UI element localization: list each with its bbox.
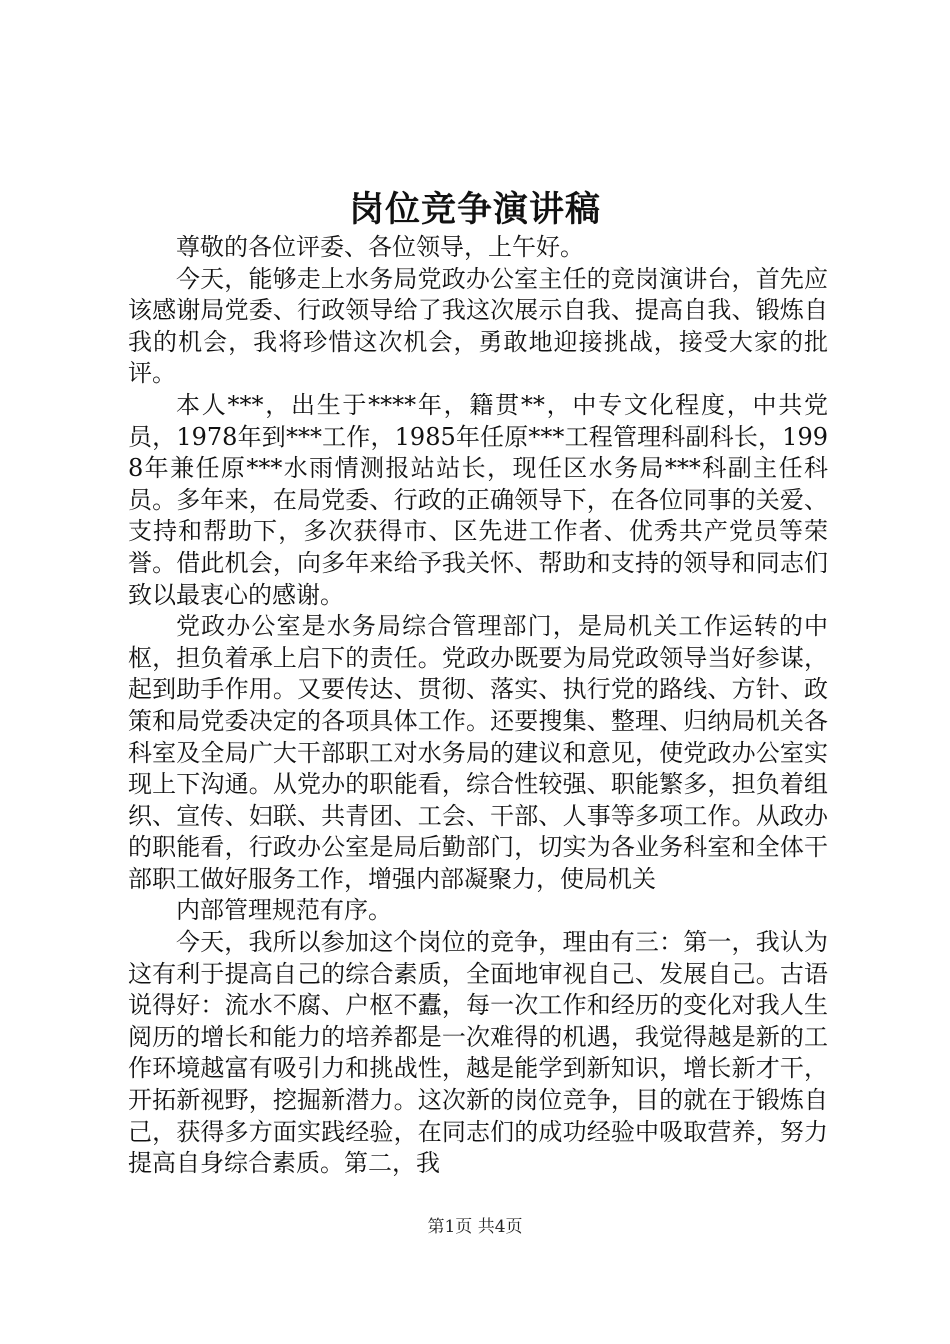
document-body	[128, 232, 828, 1180]
paragraph-opening: 今天，能够走上水务局党政办公室主任的竞岗演讲台，首先应该感谢局党委、行政领导给了我这次展示自我、提高自我、锻炼自我的机会，我将珍惜这次机会，勇敢地迎接挑战，接受大家的批评。	[128, 264, 828, 388]
page-number-footer: 第1页 共4页	[427, 1217, 523, 1237]
document-title: 岗位竞争演讲稿	[348, 189, 601, 230]
paragraph-reasons: 今天，我所以参加这个岗位的竞争，理由有三：第一，我认为这有利于提高自己的综合素质，全面地审视自己、发展自己。古语说得好：流水不腐、户枢不蠹，每一次工作和经历的变化对我人生阅历的增长和能力的培养都是一次难得的机遇，我觉得越是新的工作环境越富有吸引力和挑战性，越是能学到新知识，增长新才干，开拓新视野，挖掘新潜力。这次新的岗位竞争，目的就在于锻炼自己，获得多方面实践经验，在同志们的成功经验中吸取营养，努力提高自身综合素质。第二，我	[128, 928, 828, 1178]
paragraph-office-duties-end: 内部管理规范有序。	[176, 896, 392, 925]
paragraph-self-intro: 本人***，出生于****年，籍贯**，中专文化程度，中共党员，1978年到***工作，1985年任原***工程管理科副科长，1998年兼任原***水雨情测报站站长，现任区水务局***科副主任科员。多年来，在局党委、行政的正确领导下，在各位同事的关爱、支持和帮助下，多次获得市、区先进工作者、优秀共产党员等荣誉。借此机会，向多年来给予我关怀、帮助和支持的领导和同志们致以最衷心的感谢。	[128, 390, 828, 609]
paragraph-greeting: 尊敬的各位评委、各位领导，上午好。	[176, 233, 584, 261]
paragraph-office-duties: 党政办公室是水务局综合管理部门，是局机关工作运转的中枢，担负着承上启下的责任。党政办既要为局党政领导当好参谋，起到助手作用。又要传达、贯彻、落实、执行党的路线、方针、政策和局党委决定的各项具体工作。还要搜集、整理、归纳局机关各科室及全局广大干部职工对水务局的建议和意见，使党政办公室实现上下沟通。从党办的职能看，综合性较强、职能繁多，担负着组织、宣传、妇联、共青团、工会、干部、人事等多项工作。从政办的职能看，行政办公室是局后勤部门，切实为各业务科室和全体干部职工做好服务工作，增强内部凝聚力，使局机关	[128, 612, 828, 893]
